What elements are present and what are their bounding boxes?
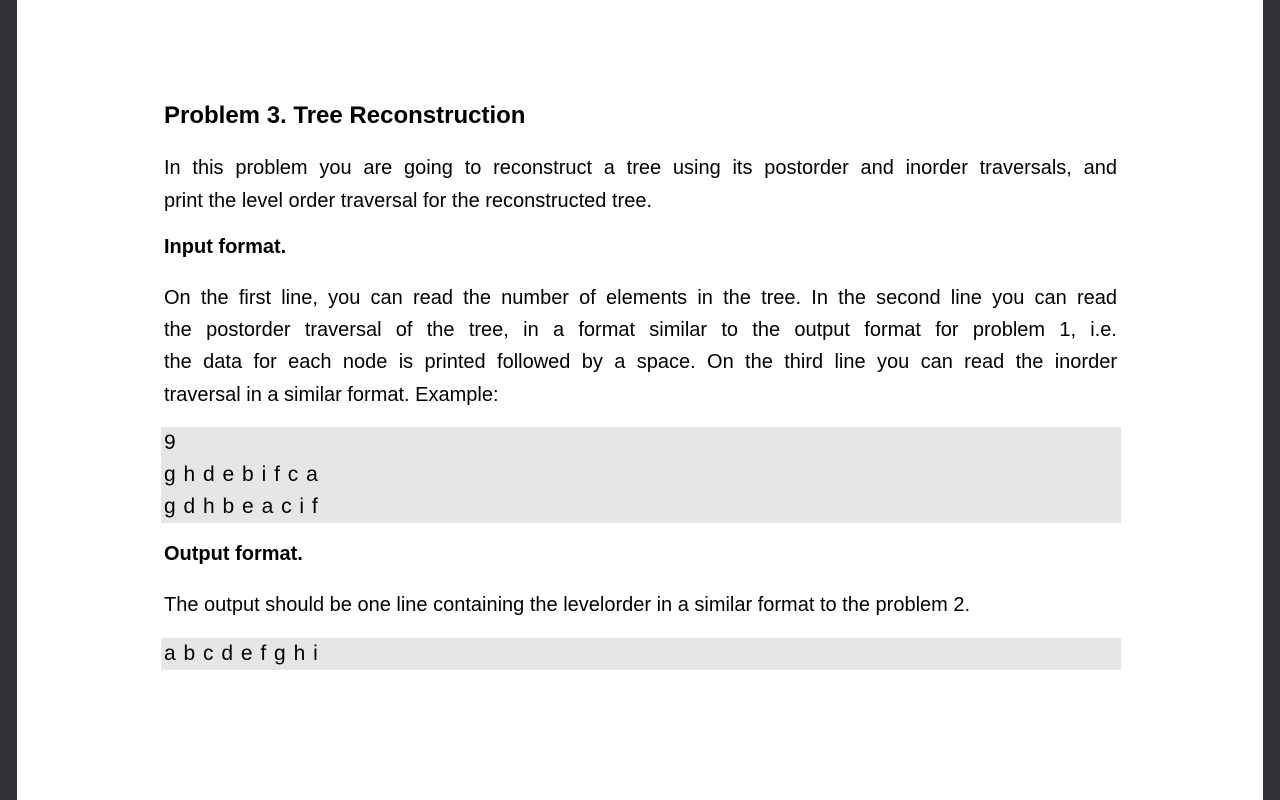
document-page (17, 0, 1263, 800)
code-line: 9 (164, 431, 177, 454)
code-line: a b c d e f g h i (164, 642, 319, 665)
input-text-line: On the first line, you can read the number of elements in the tree. In the second line you can read (164, 287, 1117, 309)
code-line: g h d e b i f c a (164, 463, 319, 486)
output-heading: Output format. (164, 543, 303, 565)
input-text-line: the postorder traversal of the tree, in a format similar to the output format for problem 1, i.e. (164, 319, 1117, 341)
input-text-line: the data for each node is printed followed by a space. On the third line you can read the inorder (164, 351, 1117, 373)
output-text: The output should be one line containing the levelorder in a similar format to the problem 2. (164, 594, 971, 616)
input-text-line: traversal in a similar format. Example: (164, 384, 499, 406)
intro-line: In this problem you are going to reconstruct a tree using its postorder and inorder traversals, and (164, 157, 1117, 179)
code-line: g d h b e a c i f (164, 495, 319, 518)
output-example-block (161, 638, 1121, 670)
input-heading: Input format. (164, 236, 287, 258)
problem-title: Problem 3. Tree Reconstruction (164, 102, 526, 129)
intro-line: print the level order traversal for the reconstructed tree. (164, 190, 653, 212)
input-example-block (161, 427, 1121, 523)
